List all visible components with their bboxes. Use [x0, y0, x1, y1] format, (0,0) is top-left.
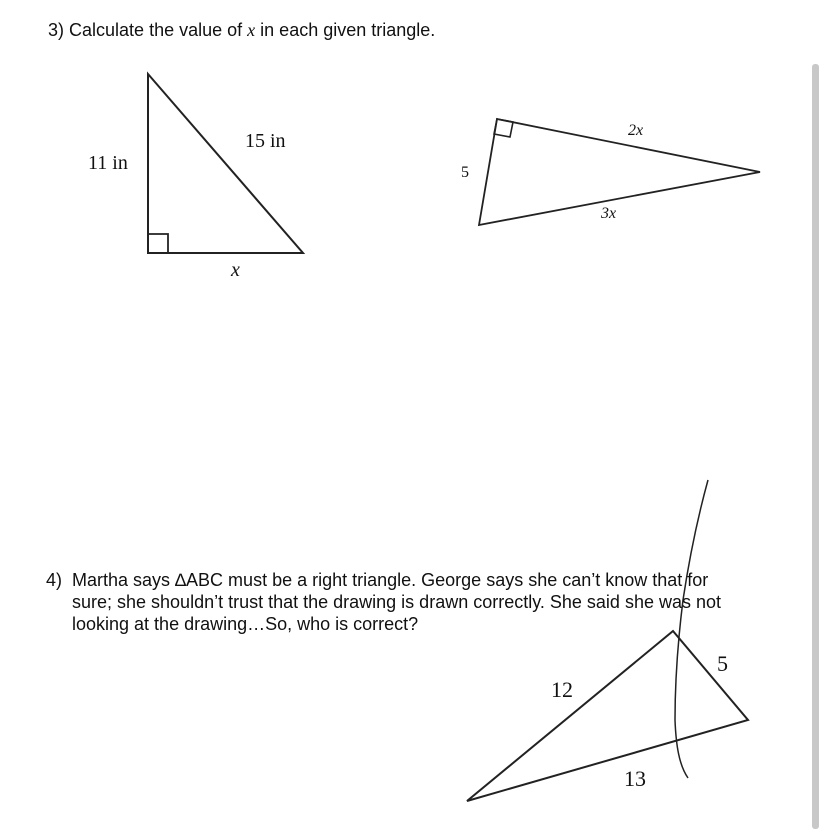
triangle-a-leg-label: 11 in [88, 152, 128, 174]
triangle-b-top-side-label: 2x [628, 122, 644, 139]
triangle-a-outline [148, 74, 303, 253]
triangle-abc-side-right-label: 5 [717, 651, 728, 676]
question-3-text-after: in each given triangle. [260, 20, 436, 40]
vertical-scrollbar[interactable] [812, 64, 819, 829]
triangle-abc-outline [467, 631, 748, 801]
triangle-b-bottom-side-label: 3x [601, 205, 617, 222]
triangle-b-outline [479, 119, 760, 225]
triangle-b [461, 119, 760, 225]
question-3-number: 3) [48, 20, 65, 40]
triangle-a-hypotenuse-label: 15 in [245, 130, 286, 152]
triangle-b-right-angle-marker [494, 119, 513, 137]
question-4-line-2: sure; she shouldn’t trust that the drawing is drawn correctly. She said she was not [72, 592, 721, 612]
question-3-text-before: Calculate the value of [69, 20, 243, 40]
question-4-number: 4) [46, 570, 63, 590]
question-4-line-1: Martha says ∆ABC must be a right triangle. George says she can’t know that for [72, 570, 709, 590]
triangle-abc-side-bottom-label: 13 [624, 766, 646, 791]
triangle-b-short-leg-label: 5 [461, 164, 469, 181]
question-4-line-3: looking at the drawing…So, who is correct? [72, 614, 419, 634]
triangle-a-base-label: x [231, 259, 240, 281]
triangle-a-right-angle-marker [148, 234, 168, 253]
triangle-abc-side-left-label: 12 [551, 677, 573, 702]
question-3-variable: x [247, 20, 256, 40]
question-4-prompt [46, 569, 766, 635]
triangle-a [88, 74, 303, 281]
triangle-abc [467, 631, 748, 801]
